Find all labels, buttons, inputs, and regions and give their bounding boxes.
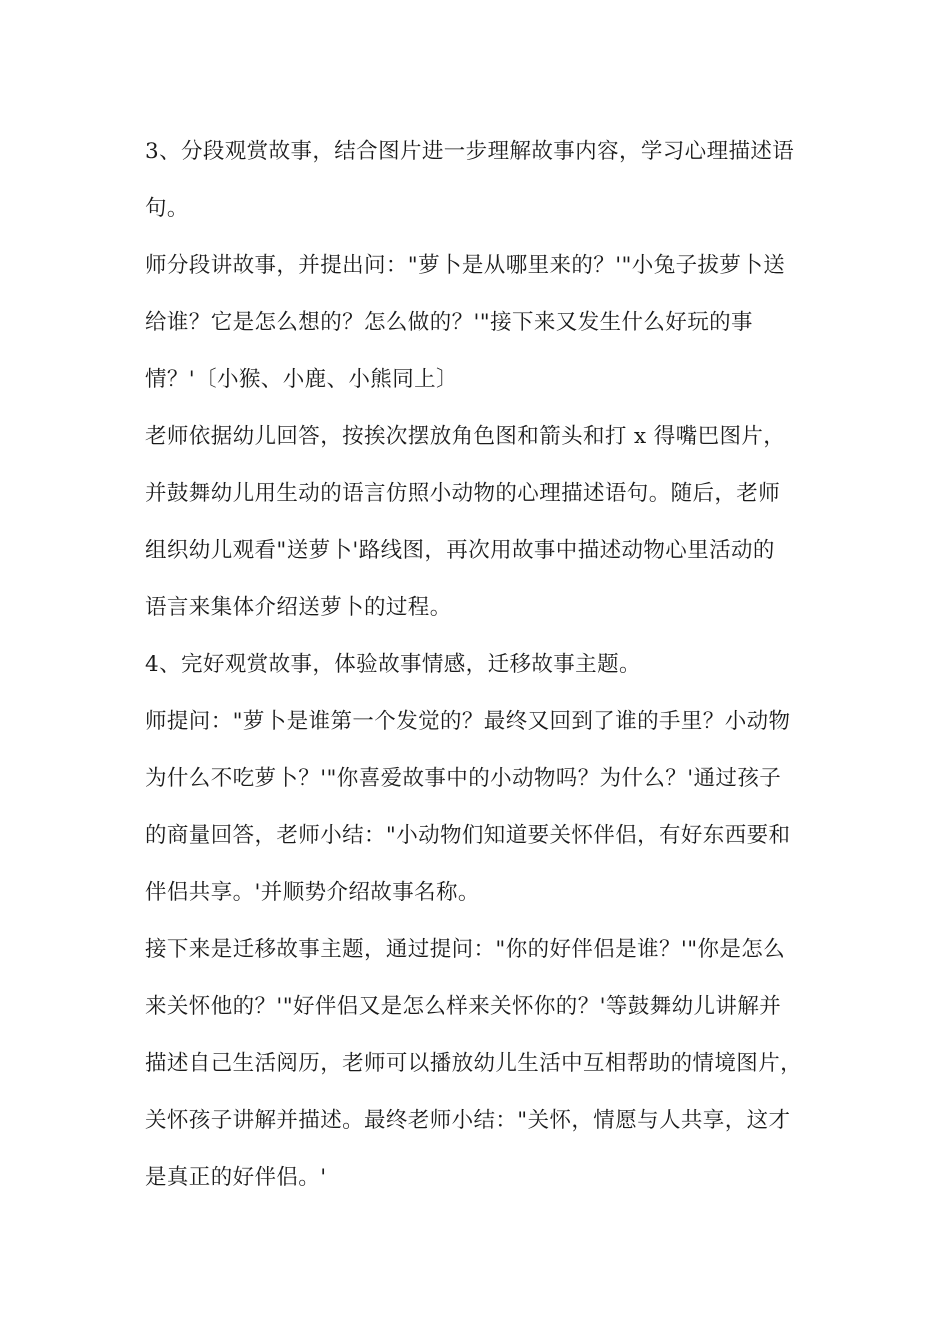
text-line: 为什么不吃萝卜？'"你喜爱故事中的小动物吗？为什么？'通过孩子 [145, 766, 782, 791]
text-line: 语言来集体介绍送萝卜的过程。 [145, 595, 452, 620]
text-line: 师分段讲故事，并提出问："萝卜是从哪里来的？'"小兔子拔萝卜送 [145, 253, 786, 278]
text-line: 给谁？它是怎么想的？怎么做的？'"接下来又发生什么好玩的事 [145, 310, 753, 335]
text-line: 师提问："萝卜是谁第一个发觉的？最终又回到了谁的手里？小动物 [145, 709, 791, 734]
text-line: 老师依据幼儿回答，按挨次摆放角色图和箭头和打 x 得嘴巴图片， [145, 424, 786, 449]
text-line: 伴侣共享。'并顺势介绍故事名称。 [145, 880, 480, 905]
text-line: 并鼓舞幼儿用生动的语言仿照小动物的心理描述语句。随后，老师 [145, 481, 781, 506]
text-line: 描述自己生活阅历，老师可以播放幼儿生活中互相帮助的情境图片， [145, 1051, 803, 1076]
text-line: 关怀孩子讲解并描述。最终老师小结："关怀，情愿与人共享，这才 [145, 1108, 791, 1133]
text-line: 4、完好观赏故事，体验故事情感，迁移故事主题。 [145, 652, 641, 677]
text-line: 组织幼儿观看"送萝卜'路线图，再次用故事中描述动物心里活动的 [145, 538, 775, 563]
text-line: 3、分段观赏故事，结合图片进一步理解故事内容，学习心理描述语 [145, 139, 795, 164]
text-line: 情？'〔小猴、小鹿、小熊同上〕 [145, 367, 458, 392]
text-line: 是真正的好伴侣。' [145, 1165, 327, 1190]
text-line: 接下来是迁移故事主题，通过提问："你的好伴侣是谁？'"你是怎么 [145, 937, 786, 962]
text-line: 来关怀他的？'"好伴侣又是怎么样来关怀你的？'等鼓舞幼儿讲解并 [145, 994, 782, 1019]
text-line: 的商量回答，老师小结："小动物们知道要关怀伴侣，有好东西要和 [145, 823, 791, 848]
text-line: 句。 [145, 196, 189, 221]
